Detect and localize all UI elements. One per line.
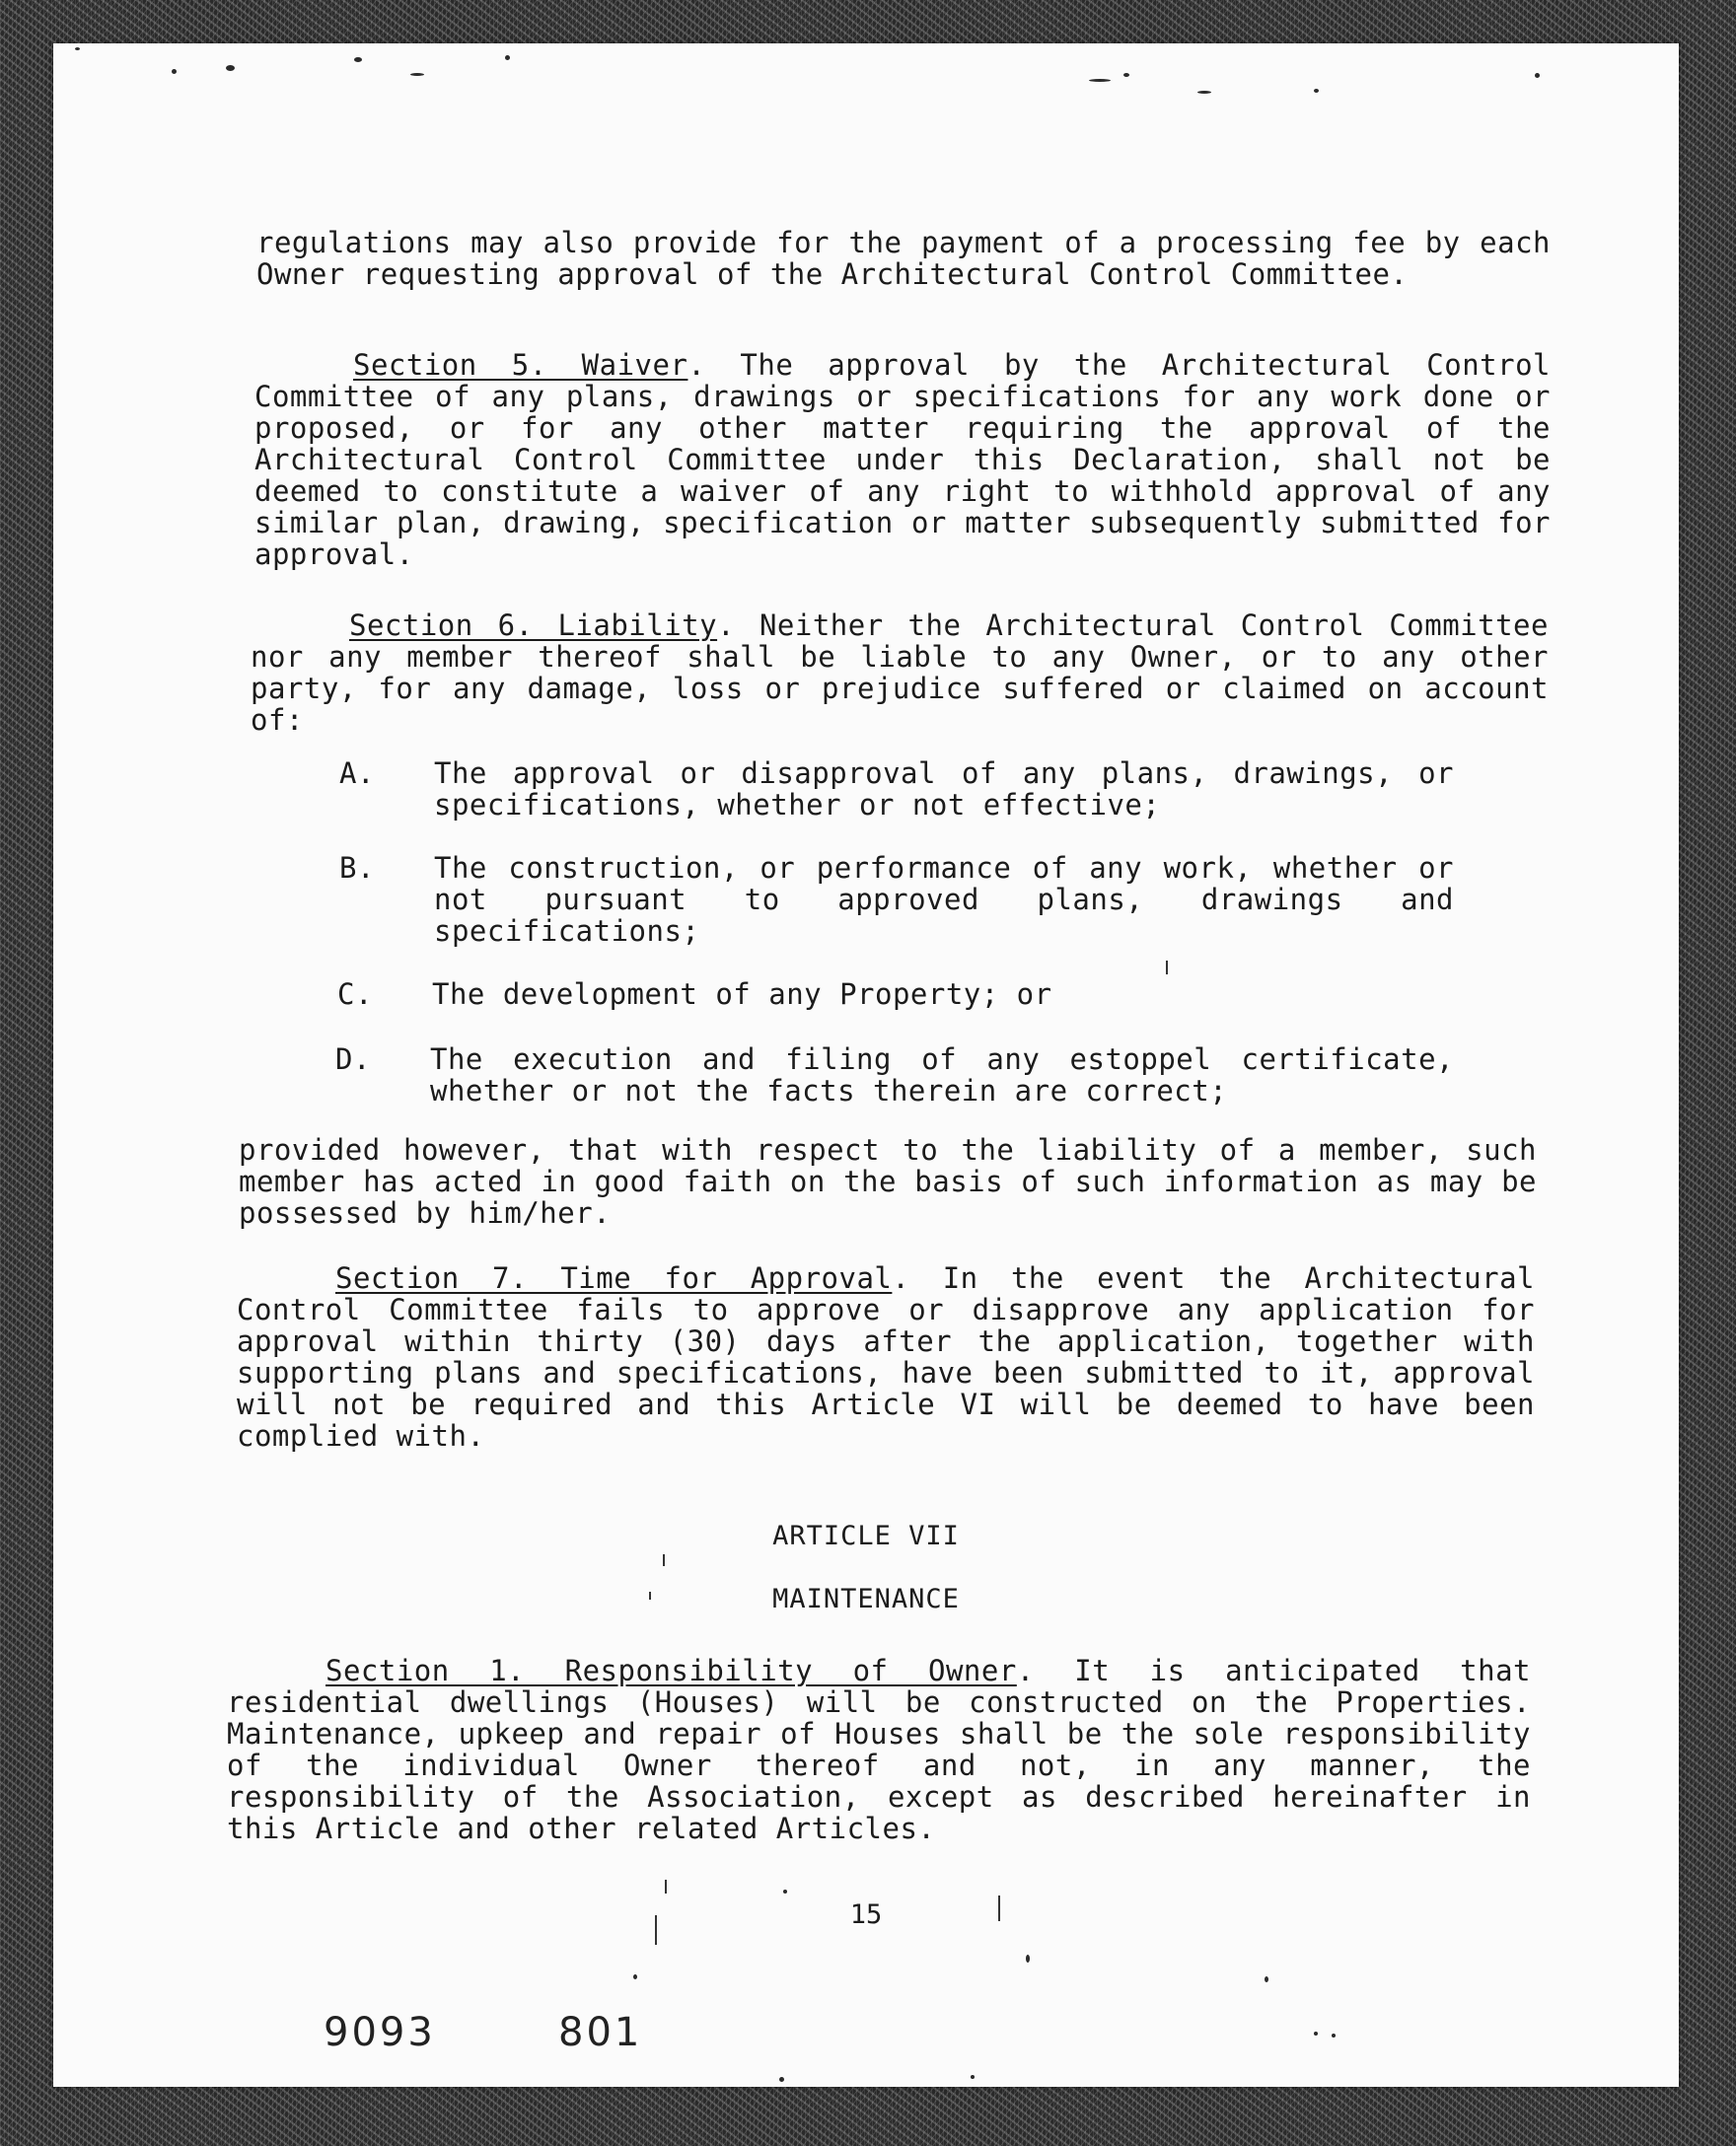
list-letter: D.	[335, 1042, 371, 1076]
proviso-paragraph	[239, 1134, 1537, 1229]
scan-speck	[1197, 91, 1211, 94]
article-number: ARTICLE VII	[772, 1521, 960, 1551]
maintenance-section-1-paragraph	[227, 1655, 1531, 1844]
list-text: The construction, or performance of any work, whether or not pursuant to approved plans, drawings and specifications;	[434, 851, 1454, 948]
continuation-text: regulations may also provide for the payment of a processing fee by each Owner requesting approval of the Architectural Control Committee.	[256, 226, 1551, 291]
list-item-c	[337, 978, 1452, 1018]
section-6-heading: Section 6. Liability	[349, 608, 718, 642]
section-6-paragraph	[251, 609, 1549, 736]
list-item-b	[339, 852, 1454, 951]
scan-speck	[633, 1974, 637, 1979]
scan-speck	[1535, 73, 1540, 78]
stamp-number-left: 9093	[324, 2010, 436, 2055]
list-text: The development of any Property; or	[432, 977, 1052, 1011]
list-letter: A.	[339, 756, 375, 790]
list-item-a	[339, 757, 1454, 826]
scan-speck	[75, 47, 80, 50]
scan-mark	[1166, 961, 1168, 974]
scan-speck	[1314, 2032, 1318, 2036]
section-5-body: . The approval by the Architectural Control Committee of any plans, drawings or specifications for any work done or proposed, or for any other matter requiring the approval of the Architectural Control Committee under this Declaration, shall not be deemed to constitute a waiver of any right to withhold approval of any similar plan, drawing, specification or matter subsequently submitted for approval.	[254, 348, 1551, 571]
scan-speck	[1123, 73, 1129, 77]
stamp-number-right: 801	[558, 2010, 643, 2055]
document-page	[53, 43, 1679, 2087]
scan-speck	[1265, 1976, 1268, 1982]
scan-speck	[505, 55, 510, 60]
section-7-paragraph	[237, 1262, 1535, 1452]
scan-speck	[779, 2077, 784, 2082]
scan-speck	[410, 73, 424, 76]
scan-speck	[783, 1890, 787, 1894]
section-6-body: . Neither the Architectural Control Committee nor any member thereof shall be liable to any Owner, or to any other party, for any damage, loss or prejudice suffered or claimed on account of:	[251, 608, 1549, 737]
scan-mark	[665, 1880, 667, 1894]
section-5-heading: Section 5. Waiver	[353, 348, 688, 382]
section-7-heading: Section 7. Time for Approval	[335, 1261, 893, 1295]
section-7-body: . In the event the Architectural Control Committee fails to approve or disapprove any application for approval within thirty (30) days after the application, together with supporting plans and specifications, have been submitted to it, approval will not be required and this Article VI will be deemed to have been complied with.	[237, 1261, 1535, 1453]
scan-speck	[1314, 89, 1319, 93]
scan-speck	[354, 57, 362, 62]
maintenance-section-1-body: . It is anticipated that residential dwellings (Houses) will be constructed on the Properties. Maintenance, upkeep and repair of Houses shall be the sole responsibility of the individual Owner thereof and not, in any manner, the responsibility of the Association, except as described hereinafter in this Article and other related Articles.	[227, 1654, 1531, 1845]
scan-speck	[172, 69, 177, 74]
scan-speck	[1332, 2034, 1336, 2038]
page-number: 15	[849, 1899, 883, 1930]
list-text: The execution and filing of any estoppel certificate, whether or not the facts therein are correct;	[430, 1042, 1454, 1108]
scan-speck	[226, 65, 235, 71]
scan-speck	[971, 2075, 975, 2079]
scan-speck	[1026, 1955, 1030, 1963]
continuation-paragraph	[256, 227, 1551, 290]
scan-speck	[1089, 79, 1111, 82]
section-5-paragraph	[254, 349, 1551, 570]
proviso-text: provided however, that with respect to the liability of a member, such member has acted in good faith on the basis of such information as may be possessed by him/her.	[239, 1133, 1537, 1230]
list-text: The approval or disapproval of any plans, drawings, or specifications, whether or not effective;	[434, 756, 1454, 822]
scan-mark	[649, 1592, 651, 1600]
scan-mark	[663, 1554, 665, 1566]
list-letter: B.	[339, 851, 375, 885]
list-item-d	[335, 1043, 1454, 1112]
article-title: MAINTENANCE	[772, 1584, 960, 1614]
list-letter: C.	[337, 977, 373, 1011]
maintenance-section-1-heading: Section 1. Responsibility of Owner	[326, 1654, 1017, 1687]
